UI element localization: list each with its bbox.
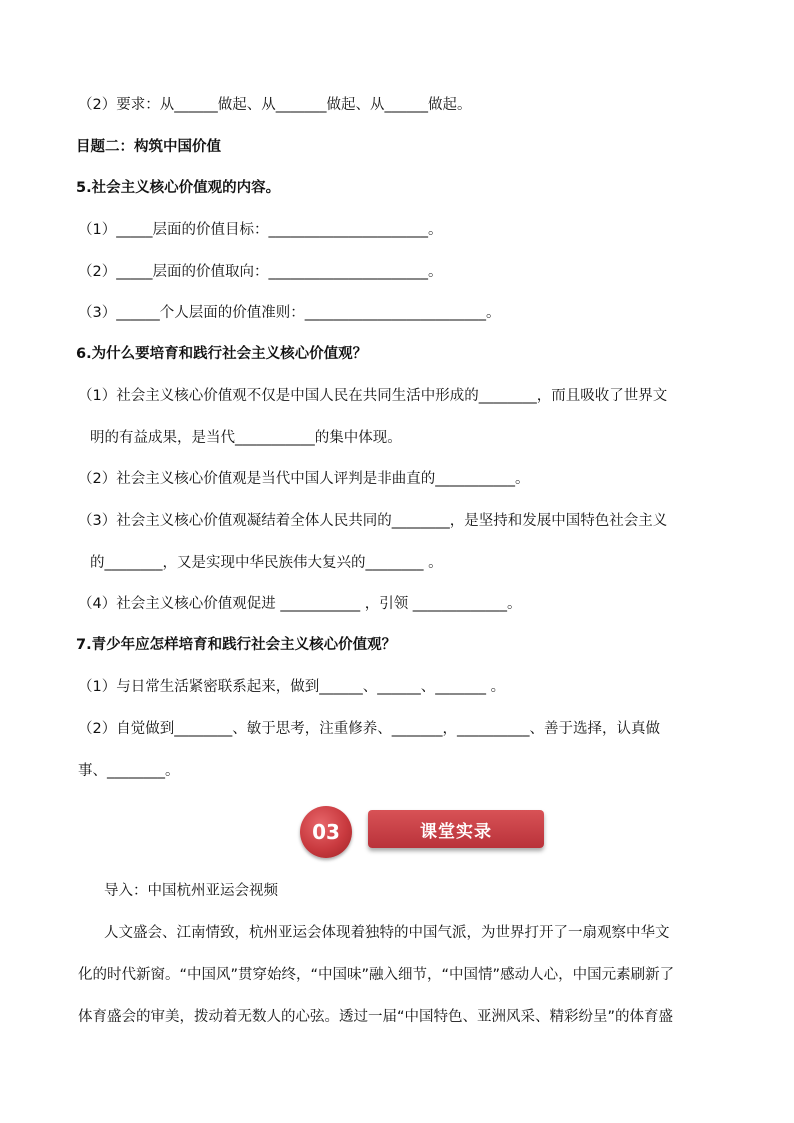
lead-in: 导入：中国杭州亚运会视频 [104, 883, 278, 899]
requirement-line: （2）要求：从______做起、从_______做起、从______做起。 [78, 97, 472, 113]
question-5-heading: 5.社会主义核心价值观的内容。 [76, 180, 281, 196]
q6-item-3-line-2: 的________，又是实现中华民族伟大复兴的________ 。 [90, 555, 443, 571]
section-title: 课堂实录 [368, 810, 544, 848]
section-badge [298, 804, 548, 858]
paragraph-line-1: 人文盛会、江南情致，杭州亚运会体现着独特的中国气派，为世界打开了一扇观察中华文 [104, 925, 670, 941]
q5-item-2: （2）_____层面的价值取向：______________________。 [78, 264, 443, 280]
q5-item-3: （3）______个人层面的价值准则：_________________________。 [78, 305, 501, 321]
q6-item-2: （2）社会主义核心价值观是当代中国人评判是非曲直的___________。 [78, 471, 530, 487]
q5-item-1: （1）_____层面的价值目标：______________________。 [78, 222, 443, 238]
q6-item-3-line-1: （3）社会主义核心价值观凝结着全体人民共同的________，是坚持和发展中国特色社会主义 [78, 513, 668, 529]
section-number: 03 [300, 806, 352, 858]
q6-item-4: （4）社会主义核心价值观促进 ___________ ，引领 _____________。 [78, 596, 522, 612]
paragraph-line-2: 化的时代新窗。“中国风”贯穿始终，“中国味”融入细节，“中国情”感动人心，中国元素刷新了 [78, 967, 675, 983]
q7-item-1: （1）与日常生活紧密联系起来，做到______、______、_______ 。 [78, 679, 506, 695]
paragraph-line-3: 体育盛会的审美，拨动着无数人的心弦。透过一届“中国特色、亚洲风采、精彩纷呈”的体育盛 [78, 1009, 674, 1025]
q6-item-1-line-1: （1）社会主义核心价值观不仅是中国人民在共同生活中形成的________，而且吸收了世界文 [78, 388, 668, 404]
q7-item-2-line-2: 事、________。 [78, 763, 180, 779]
q6-item-1-line-2: 明的有益成果，是当代___________的集中体现。 [90, 430, 402, 446]
question-7-heading: 7.青少年应怎样培育和践行社会主义核心价值观？ [76, 637, 397, 653]
q7-item-2-line-1: （2）自觉做到________、敏于思考，注重修养、_______，__________、善于选择，认真做 [78, 721, 660, 737]
question-6-heading: 6.为什么要培育和践行社会主义核心价值观？ [76, 346, 368, 362]
topic-heading: 目题二：构筑中国价值 [76, 139, 221, 155]
